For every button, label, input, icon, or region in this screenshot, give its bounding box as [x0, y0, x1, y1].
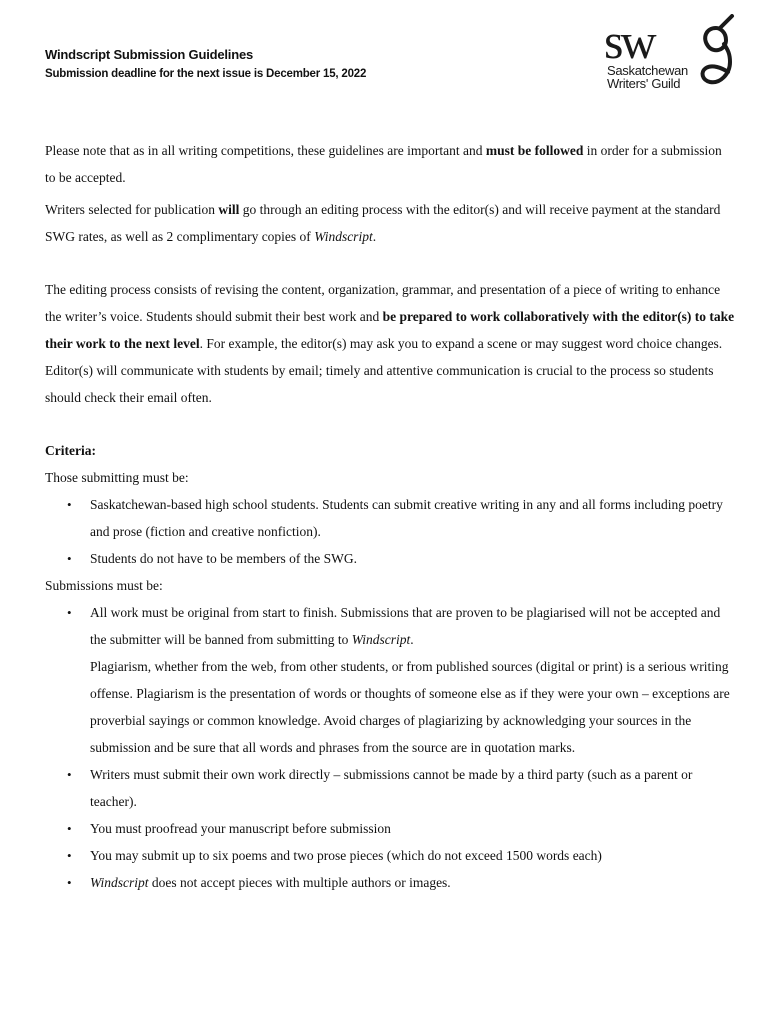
intro-p2-bold: will — [218, 202, 240, 217]
bullet-icon: • — [67, 551, 72, 566]
list-item-text: Saskatchewan-based high school students. Students can submit creative writing in any and all forms including poetry and prose (fiction and creative nonfiction). — [90, 497, 723, 539]
swg-logo — [598, 14, 738, 94]
intro-paragraph-2 — [45, 196, 735, 250]
list-item-italic: Windscript — [351, 632, 411, 647]
list-item-text: Students do not have to be members of the SWG. — [90, 551, 357, 566]
plagiarism-paragraph: Plagiarism, whether from the web, from other students, or from published sources (digital or print) is a serious writing offense. Plagiarism is the presentation of words or thoughts of someone else as if they were your own – exceptions are proverbial sayings or common knowledge. Avoid charges of plagiarizing by acknowledging your sources in the submission and be sure that all words and phrases from the source are in quotation marks. — [90, 659, 730, 755]
list-item — [45, 842, 735, 869]
logo-g-quill-icon — [694, 14, 738, 94]
bullet-icon: • — [67, 875, 72, 890]
editing-text-a: The editing process consists of revising the content, organization, grammar, and presentation of a piece of writing to enhance the writer’s voice. Students should submit their best work and — [45, 282, 721, 324]
list-item-text: All work must be original from start to finish. Submissions that are proven to be plagiarised will not be accepted and the submitter will be banned from submitting to — [90, 605, 721, 647]
list-item-text: Writers must submit their own work directly – submissions cannot be made by a third party (such as a parent or teacher). — [90, 767, 693, 809]
intro-p2-text-c: go through an editing process with the editor(s) and will receive payment at the standard SWG rates, as well as 2 complimentary copies of — [45, 202, 721, 244]
submissions-list — [45, 599, 735, 653]
list-item — [45, 815, 735, 842]
editing-text-c: . For example, the editor(s) may ask you to expand a scene or may suggest word choice changes. Editor(s) will communicate with students by email; timely and attentive communication is crucial to the process so students should check their email often. — [45, 336, 723, 405]
submissions-list-cont — [45, 761, 735, 896]
logo-line-saskatchewan: Saskatchewan — [607, 63, 688, 78]
intro-p2-text-e: . — [372, 229, 377, 244]
document-title: Windscript Submission Guidelines — [45, 47, 254, 62]
submissions-intro: Submissions must be: — [45, 578, 163, 593]
list-item-text: does not accept pieces with multiple authors or images. — [148, 875, 451, 890]
bullet-icon: • — [67, 821, 72, 836]
submitting-intro: Those submitting must be: — [45, 470, 189, 485]
list-item-italic: Windscript — [90, 875, 149, 890]
editing-bold: be prepared to work collaboratively with the editor(s) to take their work to the next level — [45, 309, 735, 351]
intro-p1-bold: must be followed — [485, 143, 584, 158]
deadline-subtitle: Submission deadline for the next issue is December 15, 2022 — [45, 68, 367, 80]
list-item — [45, 599, 735, 653]
bullet-icon: • — [67, 605, 72, 620]
logo-line-writers-guild: Writers' Guild — [607, 76, 681, 91]
bullet-icon: • — [67, 497, 72, 512]
list-item-text-end: . — [410, 632, 414, 647]
editing-paragraph — [45, 276, 735, 411]
list-item-text: You must proofread your manuscript before submission — [90, 821, 391, 836]
bullet-icon: • — [67, 767, 72, 782]
intro-p1-text-c: in order for a submission to be accepted. — [45, 143, 722, 185]
intro-paragraph-1 — [45, 137, 735, 191]
list-item — [45, 545, 735, 572]
list-item — [45, 491, 735, 545]
list-item — [45, 869, 735, 896]
bullet-icon: • — [67, 848, 72, 863]
submitting-list — [45, 491, 735, 572]
intro-p1-text-a: Please note that as in all writing competitions, these guidelines are important and — [45, 143, 486, 158]
guidelines-body — [45, 137, 735, 896]
list-item-text: You may submit up to six poems and two prose pieces (which do not exceed 1500 words each) — [90, 848, 602, 863]
intro-p2-italic: Windscript — [314, 229, 373, 244]
list-item — [45, 761, 735, 815]
criteria-heading: Criteria: — [45, 443, 96, 458]
intro-p2-text-a: Writers selected for publication — [45, 202, 219, 217]
logo-wordmark: sw — [604, 13, 654, 69]
